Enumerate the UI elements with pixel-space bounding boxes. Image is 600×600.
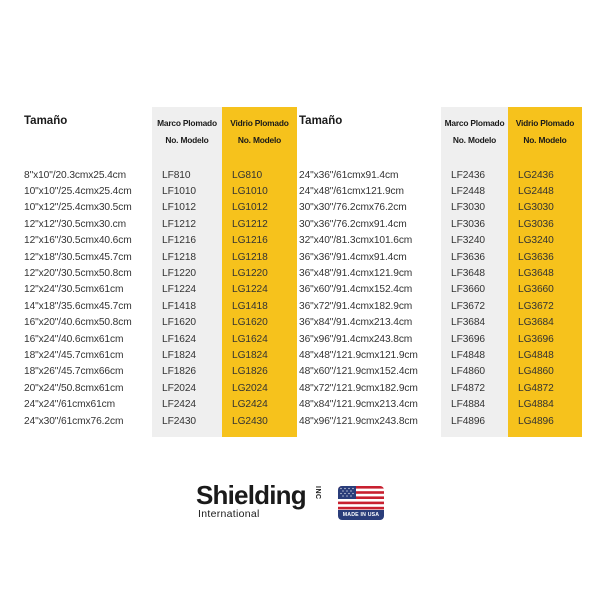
size-cell: 24"x30"/61cmx76.2cm [24,415,124,427]
size-cell: 30"x36"/76.2cmx91.4cm [299,218,407,230]
lead-frame-model-cell: LF1824 [152,347,222,363]
lead-glass-model-cell: LG4896 [508,413,582,429]
size-cell: 12"x24"/30.5cmx61cm [24,284,124,296]
lead-frame-model-cell: LF2424 [152,396,222,412]
size-cell: 12"x20"/30.5cmx50.8cm [24,268,132,280]
lead-glass-model-cell: LG2424 [222,396,297,412]
lead-glass-model-cell: LG1012 [222,200,297,216]
lead-glass-model-cell: LG3684 [508,315,582,331]
lead-glass-model-cell: LG4848 [508,347,582,363]
lead-glass-model-cell: LG1624 [222,331,297,347]
table-row [22,298,297,314]
lead-frame-model-cell: LF1218 [152,249,222,265]
size-cell: 8"x10"/20.3cmx25.4cm [24,169,127,181]
lead-glass-model-cell: LG2448 [508,183,582,199]
lead-glass-model-cell: LG1220 [222,265,297,281]
header-size: Tamaño [299,115,343,127]
size-cell: 10"x12"/25.4cmx30.5cm [24,202,132,214]
table-row [22,380,297,396]
size-cell: 36"x60"/91.4cmx152.4cm [299,284,413,296]
lead-glass-model-cell: LG3636 [508,249,582,265]
size-cell: 20"x24"/50.8cmx61cm [24,382,124,394]
table-row [297,282,582,298]
table-row [22,347,297,363]
logo-inc: INC [314,486,321,500]
lead-frame-model-cell: LF4848 [441,347,508,363]
table-row [22,216,297,232]
lead-frame-model-cell: LF3660 [441,282,508,298]
table-row [22,396,297,412]
lead-glass-model-cell: LG1212 [222,216,297,232]
made-in-usa-text: MADE IN USA [342,512,380,518]
header-lead-glass: Vidrio Plomado No. Modelo [222,107,297,157]
size-cell: 10"x10"/25.4cmx25.4cm [24,186,132,198]
table-row [297,183,582,199]
table-row [297,216,582,232]
table-row [22,249,297,265]
table-row [297,265,582,281]
lead-frame-model-cell: LF1216 [152,233,222,249]
lead-frame-model-cell: LF4884 [441,396,508,412]
lead-glass-model-cell: LG1824 [222,347,297,363]
lead-frame-model-cell: LF3240 [441,233,508,249]
lead-glass-model-cell: LG3696 [508,331,582,347]
header-size: Tamaño [24,115,68,127]
lead-glass-model-cell: LG4860 [508,364,582,380]
table-row [22,265,297,281]
table-row [22,167,297,183]
lead-glass-model-cell: LG3036 [508,216,582,232]
lead-glass-model-cell: LG1620 [222,315,297,331]
lead-frame-model-cell: LF2436 [441,167,508,183]
lead-glass-model-cell: LG810 [222,167,297,183]
lead-glass-model-cell: LG2430 [222,413,297,429]
header-lead-frame: Marco Plomado No. Modelo [441,107,508,157]
lead-glass-model-cell: LG3240 [508,233,582,249]
size-cell: 48"x96"/121.9cmx243.8cm [299,415,418,427]
table-row [297,298,582,314]
table-row [22,233,297,249]
table-row [297,380,582,396]
lead-frame-model-cell: LF1826 [152,364,222,380]
lead-frame-model-cell: LF3672 [441,298,508,314]
lead-frame-model-cell: LF2430 [152,413,222,429]
lead-frame-model-cell: LF3030 [441,200,508,216]
size-cell: 48"x84"/121.9cmx213.4cm [299,399,418,411]
lead-frame-model-cell: LF4872 [441,380,508,396]
lead-glass-model-cell: LG1826 [222,364,297,380]
logo-brand: Shielding [196,480,306,510]
table-row [297,413,582,429]
size-table-left [22,107,297,437]
size-cell: 14"x18"/35.6cmx45.7cm [24,300,132,312]
lead-frame-model-cell: LF3696 [441,331,508,347]
size-cell: 24"x48"/61cmx121.9cm [299,186,404,198]
lead-glass-model-cell: LG1224 [222,282,297,298]
lead-frame-model-cell: LF1224 [152,282,222,298]
size-cell: 30"x30"/76.2cmx76.2cm [299,202,407,214]
lead-glass-model-cell: LG3648 [508,265,582,281]
size-cell: 12"x16"/30.5cmx40.6cm [24,235,132,247]
size-cell: 36"x96"/91.4cmx243.8cm [299,333,413,345]
table-row [297,233,582,249]
size-cell: 24"x24"/61cmx61cm [24,399,116,411]
lead-frame-model-cell: LF1220 [152,265,222,281]
lead-frame-model-cell: LF1012 [152,200,222,216]
table-row [22,364,297,380]
size-cell: 16"x24"/40.6cmx61cm [24,333,124,345]
table-row [22,413,297,429]
lead-frame-model-cell: LF810 [152,167,222,183]
lead-frame-model-cell: LF2024 [152,380,222,396]
lead-frame-model-cell: LF1418 [152,298,222,314]
lead-glass-model-cell: LG4872 [508,380,582,396]
size-cell: 12"x12"/30.5cmx30.cm [24,218,127,230]
size-cell: 36"x84"/91.4cmx213.4cm [299,317,413,329]
table-row [297,331,582,347]
lead-glass-model-cell: LG2024 [222,380,297,396]
size-cell: 32"x40"/81.3cmx101.6cm [299,235,413,247]
lead-glass-model-cell: LG3030 [508,200,582,216]
size-cell: 12"x18"/30.5cmx45.7cm [24,251,132,263]
lead-frame-model-cell: LF1624 [152,331,222,347]
header-lead-frame: Marco Plomado No. Modelo [152,107,222,157]
lead-frame-model-cell: LF1010 [152,183,222,199]
size-cell: 48"x60"/121.9cmx152.4cm [299,366,418,378]
table-row [22,200,297,216]
lead-glass-model-cell: LG1418 [222,298,297,314]
size-cell: 16"x20"/40.6cmx50.8cm [24,317,132,329]
table-row [22,183,297,199]
lead-glass-model-cell: LG1010 [222,183,297,199]
lead-glass-model-cell: LG4884 [508,396,582,412]
size-cell: 36"x48"/91.4cmx121.9cm [299,268,413,280]
table-row [22,331,297,347]
table-row [22,282,297,298]
table-row [297,249,582,265]
lead-glass-model-cell: LG3672 [508,298,582,314]
size-cell: 24"x36"/61cmx91.4cm [299,169,399,181]
lead-glass-model-cell: LG2436 [508,167,582,183]
logo-subtitle: International [198,508,260,520]
table-row [297,364,582,380]
lead-frame-model-cell: LF3684 [441,315,508,331]
lead-glass-model-cell: LG3660 [508,282,582,298]
made-in-usa-badge [338,486,384,520]
table-row [297,347,582,363]
lead-glass-model-cell: LG1216 [222,233,297,249]
lead-frame-model-cell: LF3648 [441,265,508,281]
table-row [297,167,582,183]
table-row [22,315,297,331]
size-cell: 36"x72"/91.4cmx182.9cm [299,300,413,312]
table-row [297,200,582,216]
size-cell: 18"x24"/45.7cmx61cm [24,349,124,361]
size-tables [22,107,582,437]
table-row [297,396,582,412]
lead-frame-model-cell: LF4896 [441,413,508,429]
size-cell: 36"x36"/91.4cmx91.4cm [299,251,407,263]
size-cell: 48"x48"/121.9cmx121.9cm [299,349,418,361]
lead-frame-model-cell: LF2448 [441,183,508,199]
table-row [297,315,582,331]
lead-frame-model-cell: LF1620 [152,315,222,331]
size-cell: 48"x72"/121.9cmx182.9cm [299,382,418,394]
header-lead-glass: Vidrio Plomado No. Modelo [508,107,582,157]
lead-frame-model-cell: LF4860 [441,364,508,380]
size-table-right [297,107,582,437]
lead-frame-model-cell: LF1212 [152,216,222,232]
lead-frame-model-cell: LF3036 [441,216,508,232]
lead-frame-model-cell: LF3636 [441,249,508,265]
lead-glass-model-cell: LG1218 [222,249,297,265]
size-cell: 18"x26"/45.7cmx66cm [24,366,124,378]
